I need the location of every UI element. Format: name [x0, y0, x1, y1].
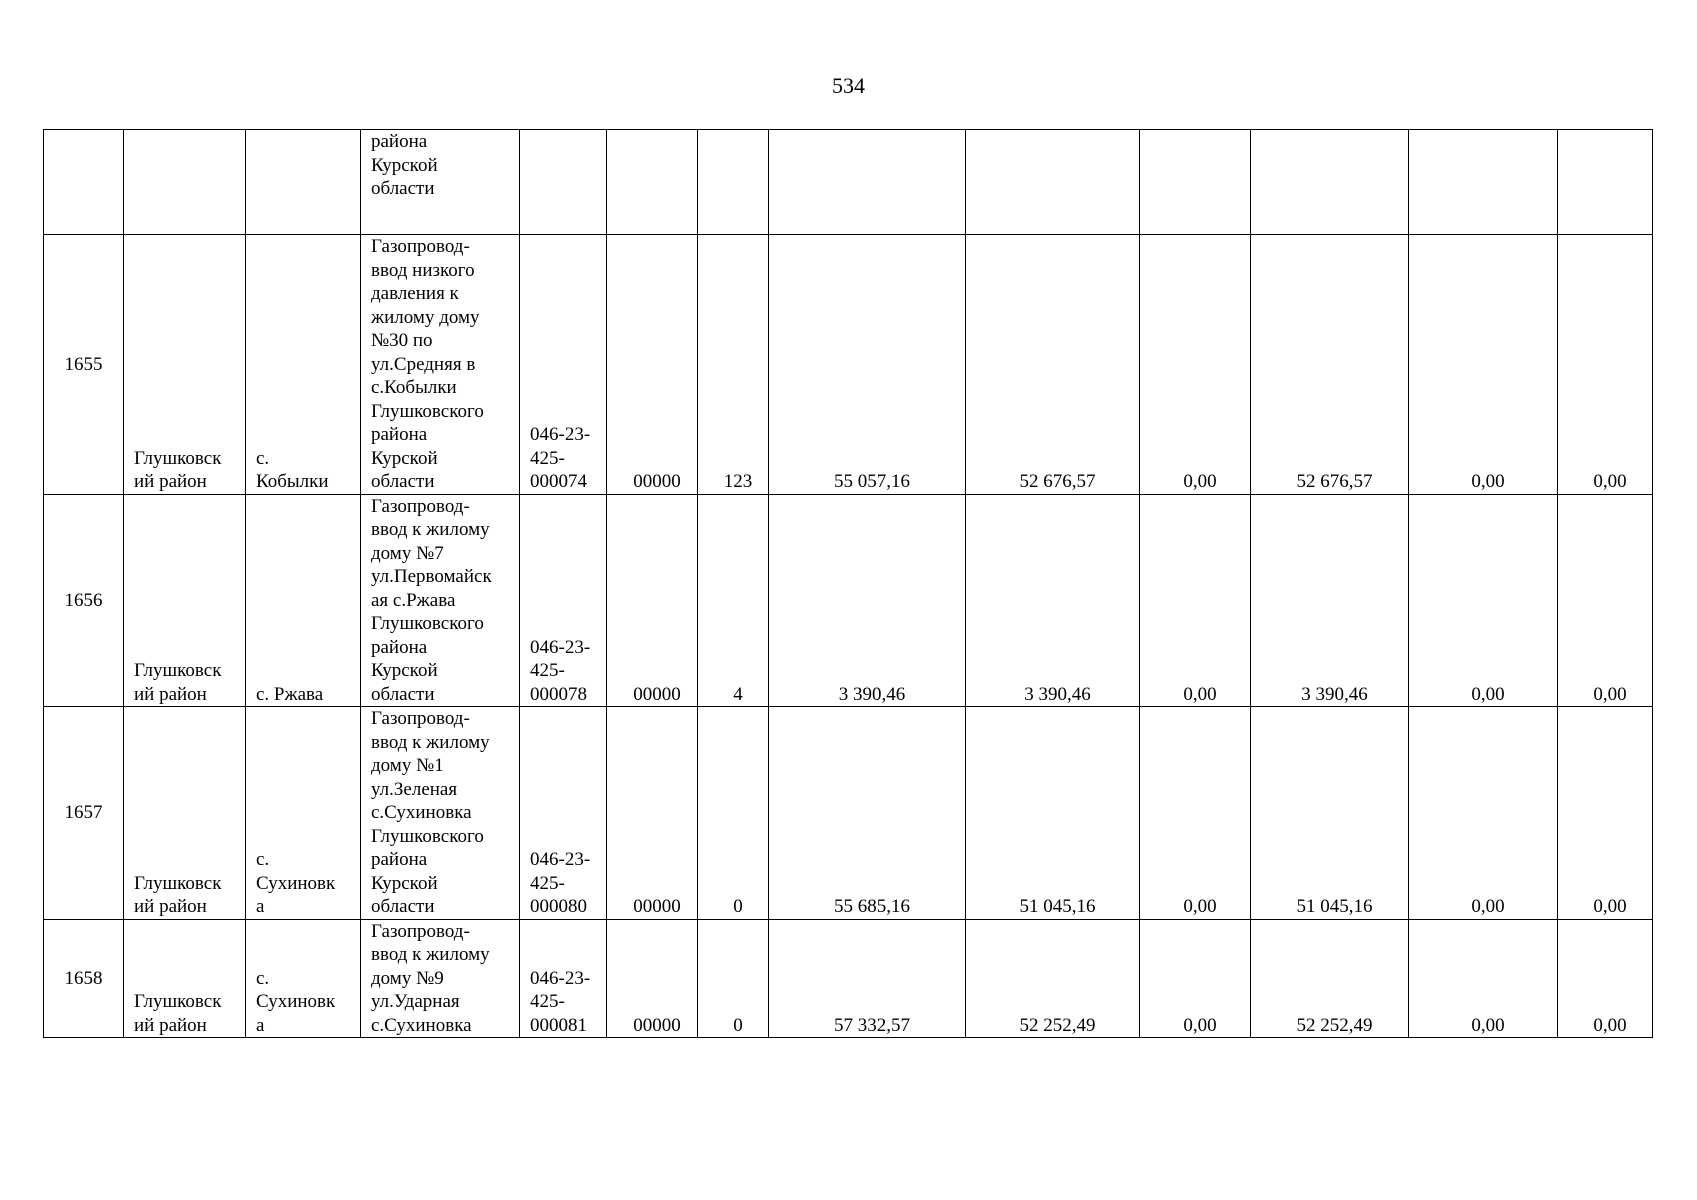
- district-cell: Глушковск ий район: [124, 707, 246, 920]
- row-index-cell: 1658: [44, 919, 124, 1038]
- table-cell: [1251, 130, 1409, 235]
- value-cell: 0,00: [1558, 919, 1653, 1038]
- registry-table: [43, 129, 1653, 1038]
- value-cell: 0,00: [1409, 919, 1558, 1038]
- value-cell: 55 685,16: [769, 707, 966, 920]
- value-cell: 0,00: [1140, 707, 1251, 920]
- table-row-continuation: [44, 130, 1653, 235]
- district-cell: Глушковск ий район: [124, 494, 246, 707]
- value-cell: 0,00: [1409, 707, 1558, 920]
- object-name-cell: Газопровод- ввод низкого давления к жилому дому №30 по ул.Средняя в с.Кобылки Глушковского района Курской области: [361, 235, 520, 495]
- page-number: 534: [832, 73, 865, 98]
- row-index-cell: 1655: [44, 235, 124, 495]
- row-index-cell: 1656: [44, 494, 124, 707]
- value-cell: 0: [698, 707, 769, 920]
- table-cell: [966, 130, 1140, 235]
- value-cell: 0,00: [1140, 494, 1251, 707]
- table-cell: [124, 130, 246, 235]
- table-cell: [698, 130, 769, 235]
- code-cell: 046-23- 425- 000080: [520, 707, 607, 920]
- table-cell: [1409, 130, 1558, 235]
- table-cell: [246, 130, 361, 235]
- locality-cell: с. Ржава: [246, 494, 361, 707]
- table-row: [44, 707, 1653, 920]
- value-cell: 3 390,46: [966, 494, 1140, 707]
- object-name-cell: района Курской области: [361, 130, 520, 235]
- code-cell: 046-23- 425- 000081: [520, 919, 607, 1038]
- table-row: [44, 494, 1653, 707]
- value-cell: 51 045,16: [966, 707, 1140, 920]
- value-cell: 0,00: [1140, 919, 1251, 1038]
- value-cell: 3 390,46: [769, 494, 966, 707]
- value-cell: 0: [698, 919, 769, 1038]
- table-cell: [1558, 130, 1653, 235]
- object-name-cell: Газопровод- ввод к жилому дому №9 ул.Ударная с.Сухиновка: [361, 919, 520, 1038]
- locality-cell: с. Кобылки: [246, 235, 361, 495]
- value-cell: 52 252,49: [966, 919, 1140, 1038]
- value-cell: 57 332,57: [769, 919, 966, 1038]
- value-cell: 52 252,49: [1251, 919, 1409, 1038]
- value-cell: 52 676,57: [1251, 235, 1409, 495]
- table-row: [44, 919, 1653, 1038]
- value-cell: 00000: [607, 919, 698, 1038]
- value-cell: 0,00: [1140, 235, 1251, 495]
- locality-cell: с. Сухиновк а: [246, 919, 361, 1038]
- object-name-cell: Газопровод- ввод к жилому дому №1 ул.Зеленая с.Сухиновка Глушковского района Курской области: [361, 707, 520, 920]
- value-cell: 0,00: [1409, 235, 1558, 495]
- code-cell: 046-23- 425- 000078: [520, 494, 607, 707]
- value-cell: 00000: [607, 707, 698, 920]
- value-cell: 52 676,57: [966, 235, 1140, 495]
- district-cell: Глушковск ий район: [124, 919, 246, 1038]
- value-cell: 123: [698, 235, 769, 495]
- table-cell: [44, 130, 124, 235]
- value-cell: 51 045,16: [1251, 707, 1409, 920]
- value-cell: 0,00: [1558, 235, 1653, 495]
- locality-cell: с. Сухиновк а: [246, 707, 361, 920]
- table-cell: [769, 130, 966, 235]
- district-cell: Глушковск ий район: [124, 235, 246, 495]
- row-index-cell: 1657: [44, 707, 124, 920]
- value-cell: 55 057,16: [769, 235, 966, 495]
- code-cell: 046-23- 425- 000074: [520, 235, 607, 495]
- object-name-cell: Газопровод- ввод к жилому дому №7 ул.Первомайск ая с.Ржава Глушковского района Курской области: [361, 494, 520, 707]
- table-cell: [520, 130, 607, 235]
- value-cell: 0,00: [1558, 707, 1653, 920]
- table-cell: [1140, 130, 1251, 235]
- value-cell: 0,00: [1409, 494, 1558, 707]
- value-cell: 4: [698, 494, 769, 707]
- value-cell: 0,00: [1558, 494, 1653, 707]
- table-row: [44, 235, 1653, 495]
- value-cell: 00000: [607, 235, 698, 495]
- value-cell: 3 390,46: [1251, 494, 1409, 707]
- table-cell: [607, 130, 698, 235]
- value-cell: 00000: [607, 494, 698, 707]
